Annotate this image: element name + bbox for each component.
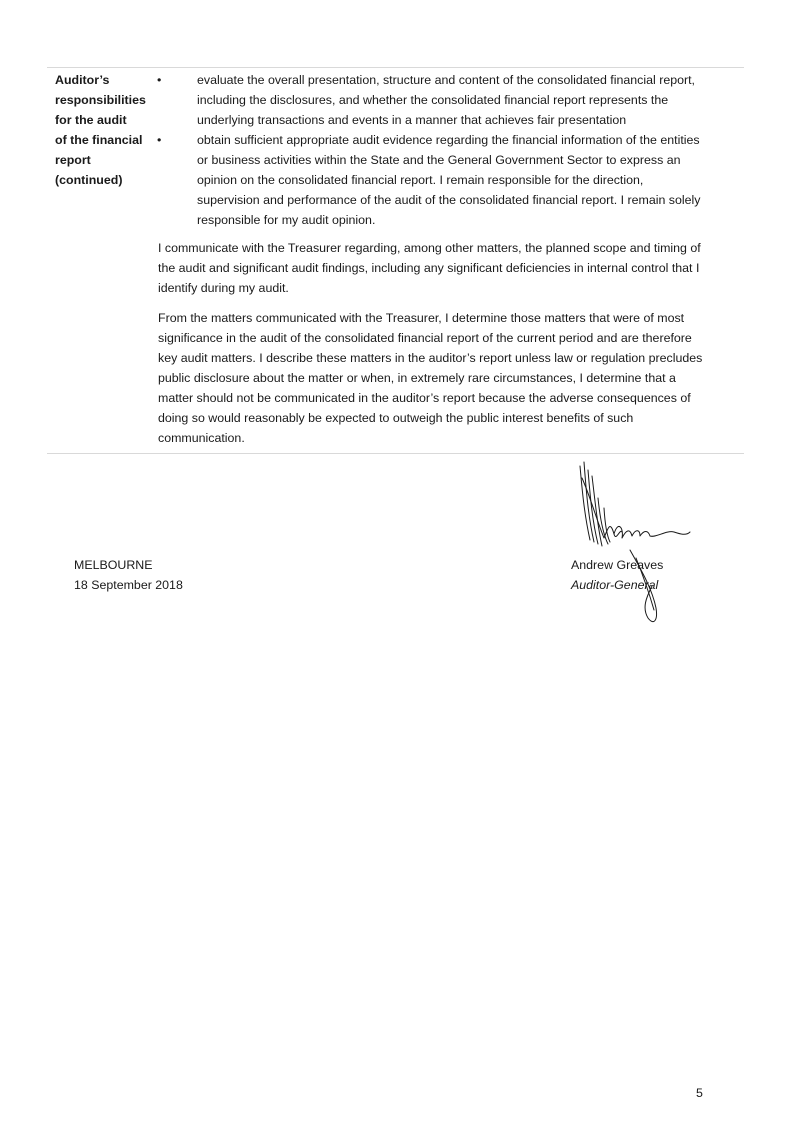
section-label-line: of the financial xyxy=(55,133,143,147)
date: 18 September 2018 xyxy=(74,578,183,592)
bullet-text-line: supervision and performance of the audit of the consolidated financial report. I remain solely xyxy=(197,193,701,207)
bullet-text-line: underlying transactions and events in a manner that achieves fair presentation xyxy=(197,113,627,127)
bullet-text-line: or business activities within the State and the General Government Sector to express an xyxy=(197,153,681,167)
section-label xyxy=(55,70,151,190)
bullet-text-line: including the disclosures, and whether the consolidated financial report represents the xyxy=(197,93,669,107)
bullet-text-line: obtain sufficient appropriate audit evidence regarding the financial information of the entities xyxy=(197,133,700,147)
section-label-line: responsibilities xyxy=(55,93,146,107)
signatory-title: Auditor-General xyxy=(571,578,659,592)
paragraph xyxy=(158,238,748,298)
section-label-line: (continued) xyxy=(55,173,123,187)
paragraph-line: public disclosure about the matter or when, in extremely rare circumstances, I determine that a xyxy=(158,371,676,385)
signatory-name: Andrew Greaves xyxy=(571,558,664,572)
section-label-line: report xyxy=(55,153,91,167)
bullet-item xyxy=(157,70,747,130)
bullet-text-line: responsible for my audit opinion. xyxy=(197,213,376,227)
paragraph-line: significance in the audit of the consolidated financial report of the current period and are therefore xyxy=(158,331,692,345)
section-label-line: for the audit xyxy=(55,113,127,127)
section-label-line: Auditor’s xyxy=(55,73,110,87)
bullet-item xyxy=(157,130,747,230)
bullet-marker: • xyxy=(157,133,162,147)
top-divider xyxy=(47,67,744,68)
paragraph-line: communication. xyxy=(158,431,245,445)
paragraph-line: doing so would reasonably be expected to outweigh the public interest benefits of such xyxy=(158,411,634,425)
page-number: 5 xyxy=(696,1086,703,1100)
paragraph-line: matter should not be communicated in the auditor’s report because the adverse consequences of xyxy=(158,391,691,405)
paragraph-line: From the matters communicated with the Treasurer, I determine those matters that were of most xyxy=(158,311,685,325)
place-date-block xyxy=(74,555,183,595)
bullet-text-line: opinion on the consolidated financial report. I remain responsible for the direction, xyxy=(197,173,644,187)
paragraph xyxy=(158,308,748,448)
paragraph-line: I communicate with the Treasurer regarding, among other matters, the planned scope and timing of xyxy=(158,241,701,255)
paragraph-line: key audit matters. I describe these matters in the auditor’s report unless law or regulation precludes xyxy=(158,351,703,365)
paragraph-line: the audit and significant audit findings, including any significant deficiencies in internal control that I xyxy=(158,261,700,275)
bullet-list xyxy=(157,70,747,230)
signatory-block xyxy=(571,555,663,595)
place: MELBOURNE xyxy=(74,558,153,572)
paragraph-line: identify during my audit. xyxy=(158,281,289,295)
handwritten-signature xyxy=(570,458,705,628)
bullet-marker: • xyxy=(157,73,162,87)
bottom-divider xyxy=(47,453,744,454)
bullet-text-line: evaluate the overall presentation, structure and content of the consolidated financial report, xyxy=(197,73,696,87)
